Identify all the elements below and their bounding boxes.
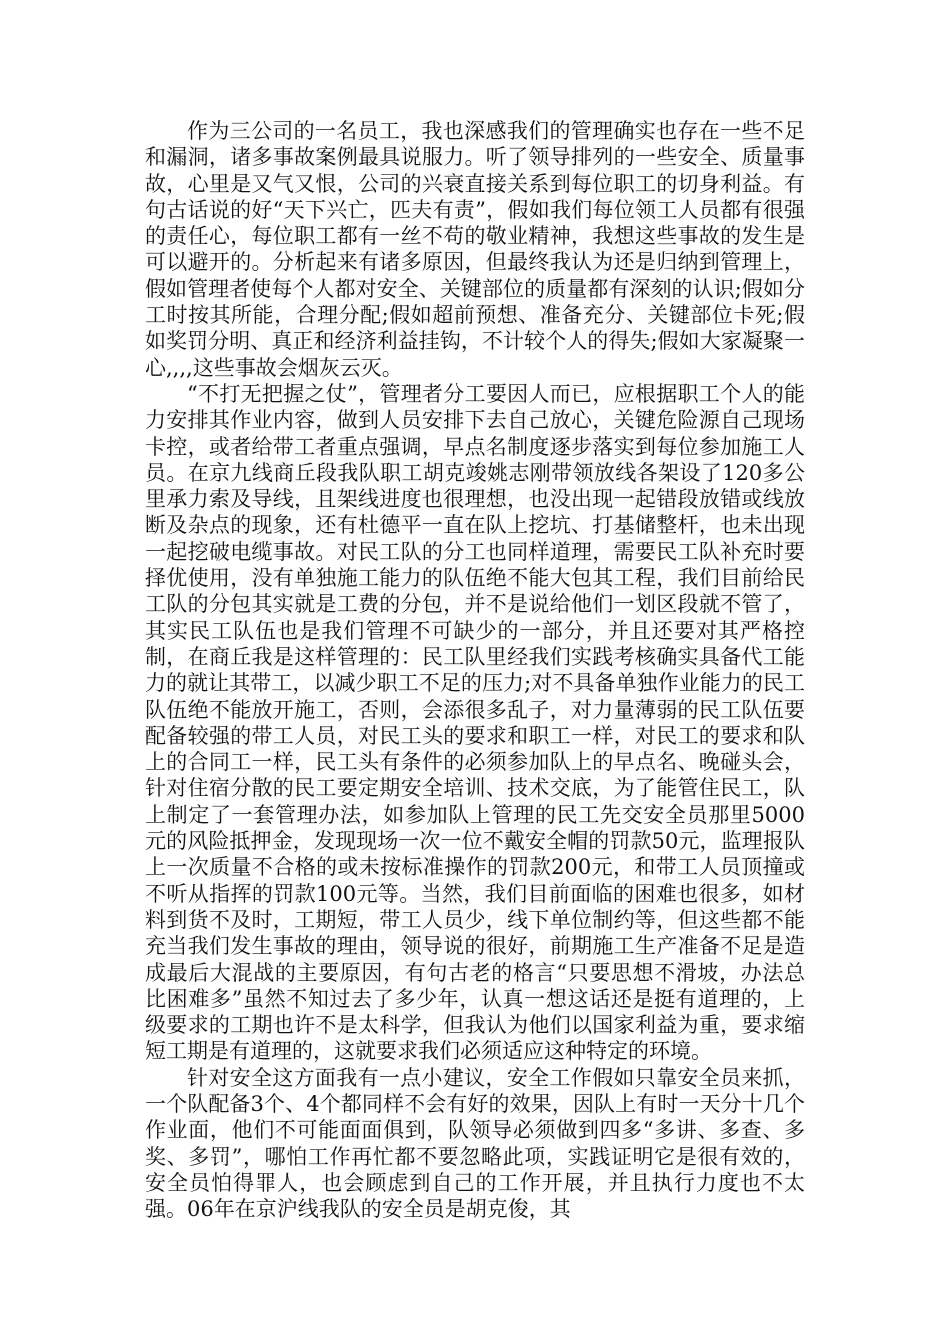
document-body [145,118,805,1222]
paragraph-2: “不打无把握之仗”，管理者分工要因人而已，应根据职工个人的能力安排其作业内容，做到人员安排下去自己放心，关键危险源自己现场卡控，或者给带工者重点强调，早点名制度逐步落实到每位参加施工人员。在京九线商丘段我队职工胡克竣姚志刚带领放线各架设了120多公里承力索及导线，且架线进度也很理想，也没出现一起错段放错或线放断及杂点的现象，还有杜德平一直在队上挖坑、打基储整杆，也未出现一起挖破电缆事故。对民工队的分工也同样道理，需要民工队补充时要择优使用，没有单独施工能力的队伍绝不能大包其工程，我们目前给民工队的分包其实就是工费的分包，并不是说给他们一划区段就不管了，其实民工队伍也是我们管理不可缺少的一部分，并且还要对其严格控制，在商丘我是这样管理的：民工队里经我们实践考核确实具备代工能力的就让其带工，以减少职工不足的压力;对不具备单独作业能力的民工队伍绝不能放开施工，否则，会添很多乱子，对力量薄弱的民工队伍要配备较强的带工人员，对民工头的要求和职工一样，对民工的要求和队上的合同工一样，民工头有条件的必须参加队上的早点名、晚碰头会，针对住宿分散的民工要定期安全培训、技术交底，为了能管住民工，队上制定了一套管理办法，如参加队上管理的民工先交安全员那里5000元的风险抵押金，发现现场一次一位不戴安全帽的罚款50元，监理报队上一次质量不合格的或未按标准操作的罚款200元，和带工人员顶撞或不听从指挥的罚款100元等。当然，我们目前面临的困难也很多，如材料到货不及时，工期短，带工人员少，线下单位制约等，但这些都不能充当我们发生事故的理由，领导说的很好，前期施工生产准备不足是造成最后大混战的主要原因，有句古老的格言“只要思想不滑坡，办法总比困难多”虽然不知过去了多少年，认真一想这话还是挺有道理的，上级要求的工期也许不是太科学，但我认为他们以国家利益为重，要求缩短工期是有道理的，这就要求我们必须适应这种特定的环境。 [145,381,805,1064]
paragraph-3: 针对安全这方面我有一点小建议，安全工作假如只靠安全员来抓，一个队配备3个、4个都同样不会有好的效果，因队上有时一天分十几个作业面，他们不可能面面俱到，队领导必须做到四多“多讲、多查、多奖、多罚”，哪怕工作再忙都不要忽略此项，实践证明它是很有效的，安全员怕得罪人，也会顾虑到自己的工作开展，并且执行力度也不太强。06年在京沪线我队的安全员是胡克俊，其 [145,1065,805,1222]
paragraph-1: 作为三公司的一名员工，我也深感我们的管理确实也存在一些不足和漏洞，诸多事故案例最具说服力。听了领导排列的一些安全、质量事故，心里是又气又恨，公司的兴衰直接关系到每位职工的切身利益。有句古话说的好“天下兴亡，匹夫有责”，假如我们每位领工人员都有很强的责任心，每位职工都有一丝不苟的敬业精神，我想这些事故的发生是可以避开的。分析起来有诸多原因，但最终我认为还是归纳到管理上，假如管理者使每个人都对安全、关键部位的质量都有深刻的认识;假如分工时按其所能，合理分配;假如超前预想、准备充分、关键部位卡死;假如奖罚分明、真正和经济利益挂钩，不计较个人的得失;假如大家凝聚一心,,,,这些事故会烟灰云灭。 [145,119,805,380]
